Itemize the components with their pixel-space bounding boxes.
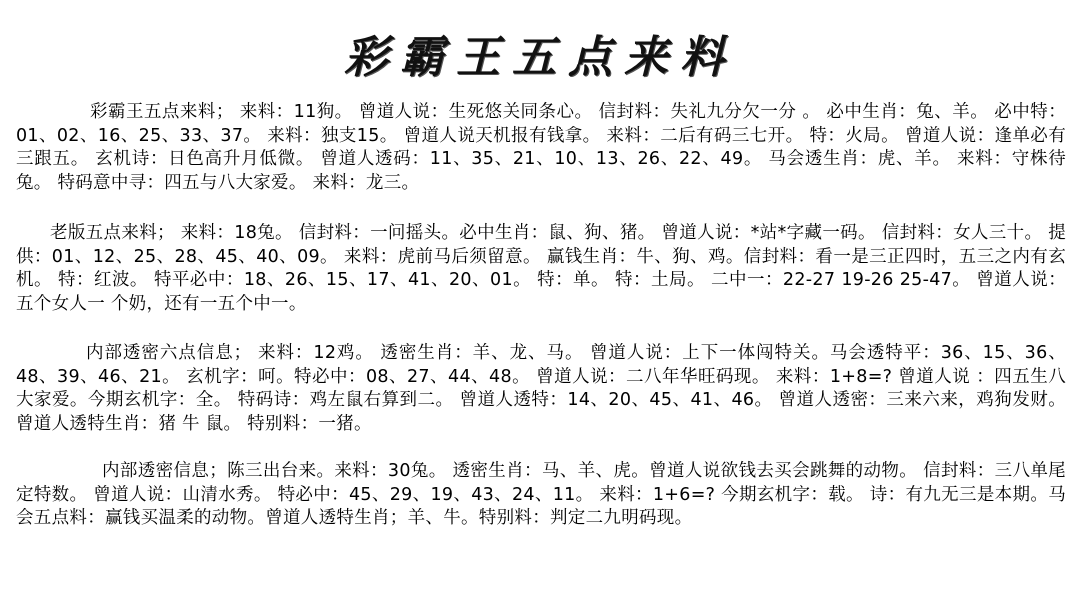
paragraph-internal-six-point: 内部透密六点信息； 来料：12鸡。 透密生肖：羊、龙、马。 曾道人说：上下一体闯特关。马会透特平：36、15、36、48、39、46、21。 玄机字：呵。特必中：08、27、44、48。 曾道人说：二八年华旺码现。 来料：1+8=? 曾道人说 ：四五生八大家爱。今期玄机字：全。 特码诗：鸡左鼠右算到二。 曾道人透特：14、20、45、41、46。 曾道人透密：三来六来，鸡狗发财。 曾道人透特生肖：猪 牛 鼠。 特别料：一猪。 xyxy=(16,343,1066,434)
paragraph-old-version-five-point: 老版五点来料； 来料：18兔。 信封料：一问摇头。必中生肖：鼠、狗、猪。 曾道人说：*站*字藏一码。 信封料：女人三十。 提供：01、12、25、28、45、40、09。 来料：虎前马后须留意。 赢钱生肖：牛、狗、鸡。信封料：看一是三正四时，五三之内有玄机。 特：红波。 特平必中：18、26、15、17、41、20、01。 特：单。 特：土局。 二中一：22-27 19-26 25-47。 曾道人说：五个女人一 个奶，还有一五个中一。 xyxy=(16,223,1066,314)
paragraph-caibawang-five-point: 彩霸王五点来料； 来料：11狗。 曾道人说：生死悠关同条心。 信封料：失礼九分欠一分 。 必中生肖：兔、羊。 必中特：01、02、16、25、33、37。 来料：独支15。 曾道人说天机报有钱拿。 来料：二后有码三七开。 特：火局。 曾道人说：逢单必有三跟五。 玄机诗：日色高升月低微。 曾道人透码：11、35、21、10、13、26、22、49。 马会透生肖：虎、羊。 来料：守株待兔。 特码意中寻：四五与八大家爱。 来料：龙三。 xyxy=(16,102,1066,193)
paragraph-internal-info: 内部透密信息；陈三出台来。来料：30兔。 透密生肖：马、羊、虎。曾道人说欲钱去买会跳舞的动物。 信封料：三八单尾定特数。 曾道人说：山清水秀。 特必中：45、29、19、43、24、11。 来料：1+6=? 今期玄机字：载。 诗：有九无三是本期。马会五点料：赢钱买温柔的动物。曾道人透特生肖；羊、牛。特别料：判定二九明码现。 xyxy=(16,461,1066,528)
page-title: 彩霸王五点来料 xyxy=(344,32,736,83)
